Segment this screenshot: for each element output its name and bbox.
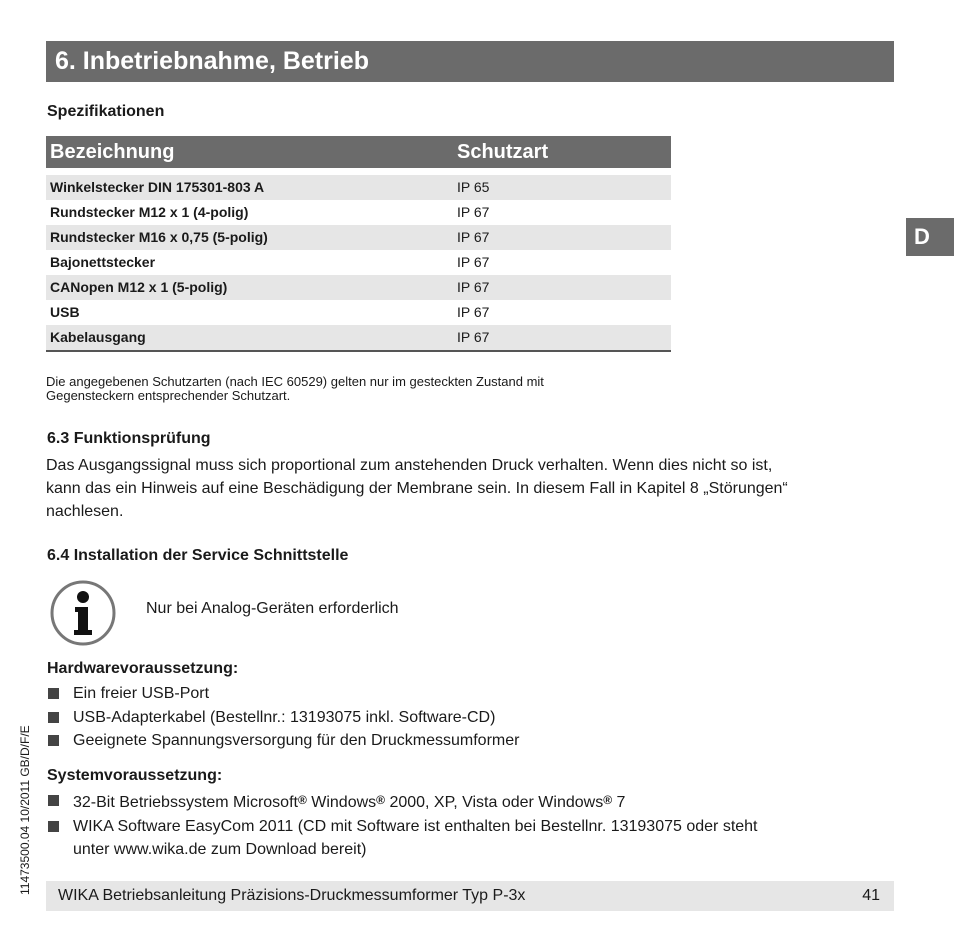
paragraph-line: nachlesen.: [46, 503, 124, 520]
section-6-4-heading: 6.4 Installation der Service Schnittstelle: [47, 547, 349, 564]
registered-mark: ®: [603, 793, 613, 807]
row-name: Kabelausgang: [50, 329, 146, 345]
system-heading: Systemvoraussetzung:: [47, 767, 223, 784]
spec-heading: Spezifikationen: [47, 103, 165, 120]
text-part: unter www.wika.de zum Download bereit): [73, 841, 367, 858]
list-item-text: [73, 794, 625, 811]
list-item: [47, 815, 758, 862]
row-name: Winkelstecker DIN 175301-803 A: [50, 179, 265, 195]
bullet-square-icon: [48, 688, 59, 699]
spec-note: [46, 375, 686, 403]
system-list: [47, 789, 758, 862]
row-name: Rundstecker M16 x 0,75 (5-polig): [50, 229, 268, 245]
bullet-square-icon: [48, 795, 59, 806]
row-protection: IP 67: [457, 304, 490, 320]
spec-table: [46, 136, 671, 352]
table-row: [46, 225, 671, 250]
text-part: Windows: [306, 794, 377, 811]
bullet-square-icon: [48, 712, 59, 723]
paragraph-line: Das Ausgangssignal muss sich proportional zum anstehenden Druck verhalten. Wenn dies nicht so ist,: [46, 457, 773, 474]
spec-note-line: Gegensteckern entsprechender Schutzart.: [46, 388, 291, 403]
text-part: 2000, XP, Vista oder Windows: [385, 794, 604, 811]
spec-note-line: Die angegebenen Schutzarten (nach IEC 60529) gelten nur im gesteckten Zustand mit: [46, 374, 544, 389]
hardware-list: [47, 682, 519, 753]
registered-mark: ®: [376, 793, 385, 807]
registered-mark: ®: [297, 793, 307, 807]
row-protection: IP 67: [457, 254, 490, 270]
list-item-text: USB-Adapterkabel (Bestellnr.: 13193075 inkl. Software-CD): [73, 708, 496, 726]
hardware-heading: Hardwarevoraussetzung:: [47, 660, 239, 677]
info-text: Nur bei Analog-Geräten erforderlich: [146, 600, 399, 617]
language-tab: D: [906, 218, 954, 256]
spec-table-body: [46, 175, 671, 352]
column-header-schutzart: Schutzart: [457, 141, 549, 163]
row-name: Bajonettstecker: [50, 254, 156, 270]
list-item-text: Ein freier USB-Port: [73, 685, 210, 702]
table-row: [46, 175, 671, 200]
info-icon: [46, 580, 120, 646]
paragraph-line: kann das ein Hinweis auf eine Beschädigung der Membrane sein. In diesem Fall in Kapitel 8 „Störungen“: [46, 480, 788, 497]
row-protection: IP 67: [457, 329, 490, 345]
table-row: [46, 275, 671, 300]
column-header-bezeichnung: Bezeichnung: [50, 141, 175, 163]
bullet-square-icon: [48, 821, 59, 832]
chapter-title: 6. Inbetriebnahme, Betrieb: [46, 41, 894, 82]
table-row: [46, 325, 671, 350]
row-name: CANopen M12 x 1 (5-polig): [50, 279, 228, 295]
section-6-3-heading: 6.3 Funktionsprüfung: [47, 430, 211, 447]
document-number: 11473500.04 10/2011 GB/D/F/E: [18, 725, 32, 895]
text-part: 7: [612, 794, 626, 811]
list-item: [47, 729, 519, 753]
bullet-square-icon: [48, 735, 59, 746]
text-part: WIKA Software EasyCom 2011 (CD mit Software ist enthalten bei Bestellnr. 13193075 oder steht: [73, 817, 758, 835]
list-item-text: Geeignete Spannungsversorgung für den Druckmessumformer: [73, 732, 520, 749]
section-6-3-text: [46, 454, 896, 523]
table-row: [46, 300, 671, 325]
text-part: 32-Bit Betriebssystem Microsoft: [73, 794, 298, 811]
table-row: [46, 250, 671, 275]
list-item: [47, 682, 519, 706]
table-row: [46, 200, 671, 225]
footer-text: WIKA Betriebsanleitung Präzisions-Druckmessumformer Typ P-3x: [58, 887, 526, 904]
row-protection: IP 67: [457, 229, 490, 245]
row-protection: IP 67: [457, 204, 490, 220]
row-name: Rundstecker M12 x 1 (4-polig): [50, 204, 249, 220]
spec-table-header: [46, 136, 671, 168]
page-footer: [46, 881, 894, 911]
row-protection: IP 65: [457, 179, 490, 195]
page-number: 41: [862, 887, 880, 904]
list-item: [47, 789, 758, 815]
list-item-text: [73, 818, 758, 859]
row-protection: IP 67: [457, 279, 490, 295]
list-item: [47, 706, 519, 730]
row-name: USB: [50, 304, 80, 320]
